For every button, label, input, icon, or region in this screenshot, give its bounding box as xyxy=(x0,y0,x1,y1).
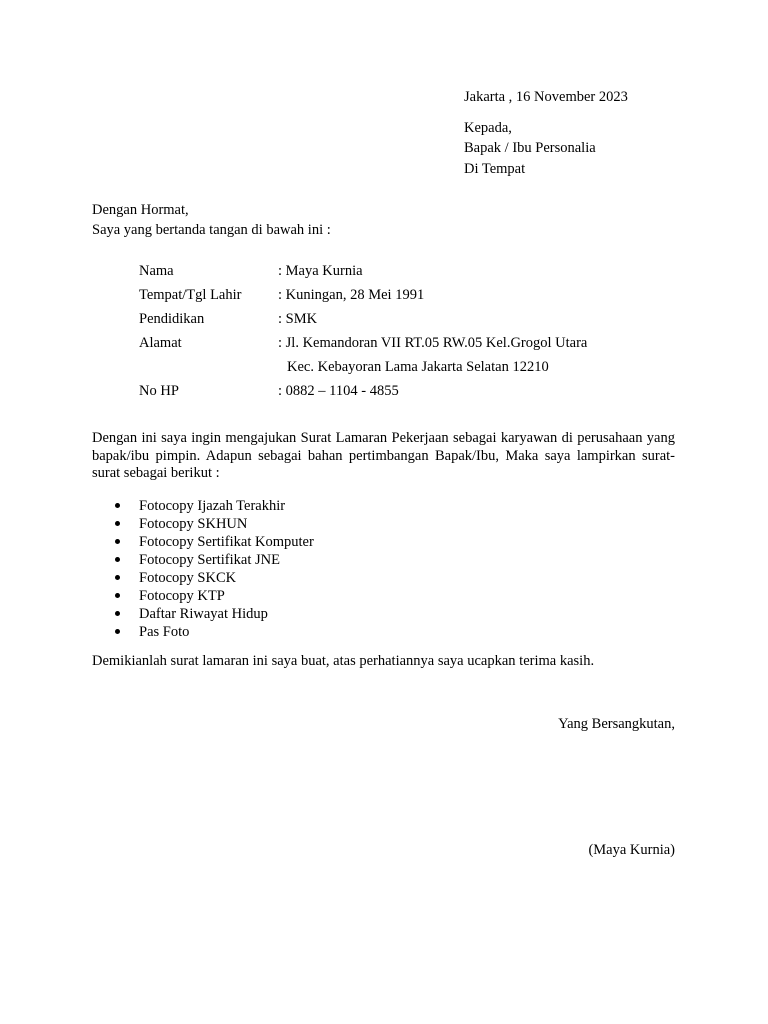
address-value-line1: : Jl. Kemandoran VII RT.05 RW.05 Kel.Grogol Utara xyxy=(278,335,588,351)
place-date: Jakarta , 16 November 2023 xyxy=(464,89,628,105)
address-value-line2: Kec. Kebayoran Lama Jakarta Selatan 12210 xyxy=(287,359,549,375)
birth-value: : Kuningan, 28 Mei 1991 xyxy=(278,287,425,303)
birth-label: Tempat/Tgl Lahir xyxy=(139,287,242,303)
list-item xyxy=(112,623,314,641)
list-item xyxy=(112,587,314,605)
salutation: Dengan Hormat, xyxy=(92,202,189,218)
intro-line: Saya yang bertanda tangan di bawah ini : xyxy=(92,222,331,238)
attachment-label: Pas Foto xyxy=(139,624,190,640)
phone-label: No HP xyxy=(139,383,179,399)
bullet-icon xyxy=(115,557,120,562)
recipient-location: Di Tempat xyxy=(464,161,526,177)
list-item xyxy=(112,605,314,623)
attachment-label: Fotocopy Sertifikat Komputer xyxy=(139,534,314,550)
recipient-title: Bapak / Ibu Personalia xyxy=(464,140,596,156)
address-label: Alamat xyxy=(139,335,182,351)
signature-name: (Maya Kurnia) xyxy=(588,842,675,858)
bullet-icon xyxy=(115,575,120,580)
bullet-icon xyxy=(115,539,120,544)
attachment-label: Fotocopy Sertifikat JNE xyxy=(139,552,280,568)
list-item xyxy=(112,533,314,551)
attachment-label: Daftar Riwayat Hidup xyxy=(139,606,268,622)
attachment-label: Fotocopy SKCK xyxy=(139,570,237,586)
recipient-greeting: Kepada, xyxy=(464,120,512,136)
attachments-list xyxy=(112,497,314,641)
list-item xyxy=(112,515,314,533)
attachment-label: Fotocopy Ijazah Terakhir xyxy=(139,498,286,514)
regards: Yang Bersangkutan, xyxy=(558,716,675,732)
bullet-icon xyxy=(115,611,120,616)
list-item xyxy=(112,569,314,587)
education-label: Pendidikan xyxy=(139,311,205,327)
closing-statement: Demikianlah surat lamaran ini saya buat, atas perhatiannya saya ucapkan terima kasih. xyxy=(92,653,595,669)
body-paragraph: Dengan ini saya ingin mengajukan Surat Lamaran Pekerjaan sebagai karyawan di perusahaan yang bapak/ibu pimpin. Adapun sebagai bahan pertimbangan Bapak/Ibu, Maka saya lampirkan surat-surat sebagai berikut : xyxy=(92,430,675,481)
list-item xyxy=(112,497,314,515)
bullet-icon xyxy=(115,593,120,598)
attachment-label: Fotocopy KTP xyxy=(139,588,225,604)
education-value: : SMK xyxy=(278,311,318,327)
name-value: : Maya Kurnia xyxy=(278,263,363,279)
list-item xyxy=(112,551,314,569)
phone-value: : 0882 – 1104 - 4855 xyxy=(278,383,399,399)
bullet-icon xyxy=(115,521,120,526)
attachment-label: Fotocopy SKHUN xyxy=(139,516,248,532)
bullet-icon xyxy=(115,503,120,508)
bullet-icon xyxy=(115,629,120,634)
name-label: Nama xyxy=(139,263,174,279)
